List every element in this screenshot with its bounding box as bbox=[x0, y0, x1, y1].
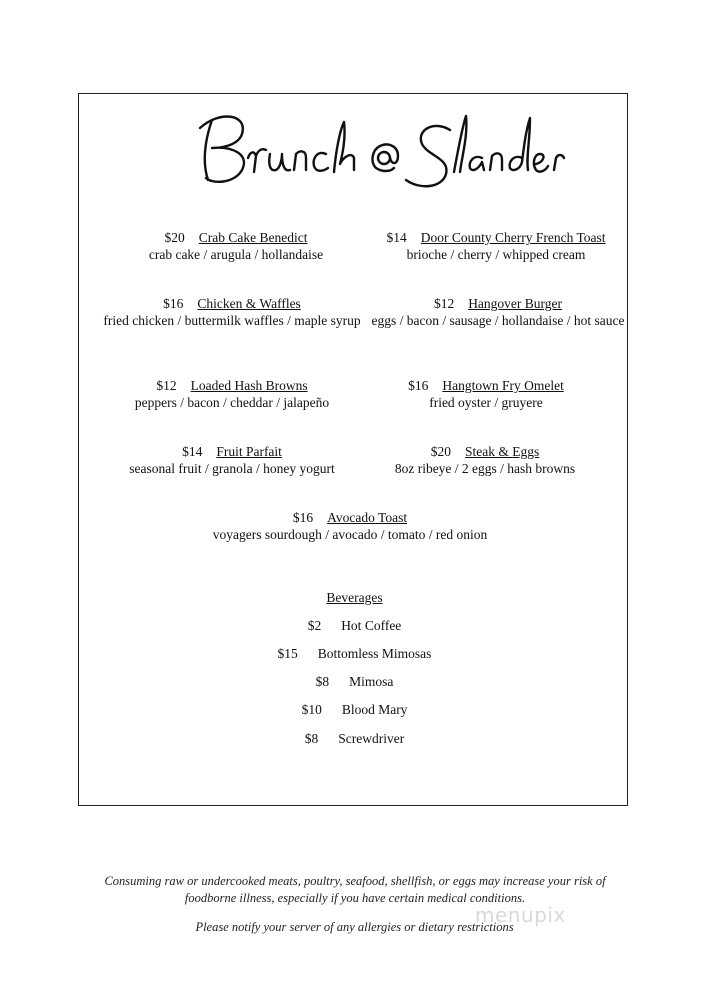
menu-item bbox=[98, 229, 374, 263]
item-description: brioche / cherry / whipped cream bbox=[406, 247, 586, 262]
beverage-name: Hot Coffee bbox=[341, 618, 402, 633]
beverage-price: $8 bbox=[304, 731, 319, 746]
item-description: 8oz ribeye / 2 eggs / hash browns bbox=[394, 461, 576, 476]
item-price: $16 bbox=[163, 296, 184, 311]
beverage-item bbox=[0, 731, 709, 747]
item-description: seasonal fruit / granola / honey yogurt bbox=[129, 461, 335, 476]
menu-item bbox=[368, 295, 628, 329]
item-price: $14 bbox=[182, 444, 203, 459]
beverage-price: $2 bbox=[307, 618, 322, 633]
beverage-item bbox=[0, 702, 709, 718]
item-name: Door County Cherry French Toast bbox=[420, 230, 606, 245]
beverage-name: Screwdriver bbox=[338, 731, 405, 746]
item-price: $20 bbox=[164, 230, 185, 245]
item-name: Avocado Toast bbox=[327, 510, 408, 525]
item-description: crab cake / arugula / hollandaise bbox=[148, 247, 324, 262]
allergy-notice: Please notify your server of any allergies or dietary restrictions bbox=[195, 920, 514, 934]
watermark-text: menupix bbox=[475, 903, 566, 927]
beverage-price: $15 bbox=[277, 646, 298, 661]
beverage-price: $10 bbox=[301, 702, 322, 717]
beverage-item bbox=[0, 674, 709, 690]
beverage-name: Mimosa bbox=[349, 674, 394, 689]
beverage-name: Blood Mary bbox=[341, 702, 408, 717]
item-name: Chicken & Waffles bbox=[197, 296, 301, 311]
item-name: Hangover Burger bbox=[468, 296, 563, 311]
beverage-item bbox=[0, 618, 709, 634]
menu-item bbox=[350, 229, 642, 263]
item-name: Hangtown Fry Omelet bbox=[442, 378, 564, 393]
item-name: Loaded Hash Browns bbox=[190, 378, 308, 393]
menu-item bbox=[100, 295, 364, 329]
beverages-heading: Beverages bbox=[326, 590, 383, 605]
item-price: $12 bbox=[433, 296, 455, 311]
item-description: peppers / bacon / cheddar / jalapeño bbox=[134, 395, 330, 410]
item-description: eggs / bacon / sausage / hollandaise / hot sauce bbox=[371, 313, 625, 328]
item-description: fried oyster / gruyere bbox=[429, 395, 543, 410]
menu-item bbox=[96, 377, 368, 411]
menu-item bbox=[356, 443, 614, 477]
script-title-logo bbox=[150, 100, 570, 200]
menu-item bbox=[96, 443, 368, 477]
health-disclaimer: Consuming raw or undercooked meats, poultry, seafood, shellfish, or eggs may increase your risk of foodborne illness, especially if you have certain medical conditions. bbox=[104, 874, 606, 905]
beverage-item bbox=[0, 646, 709, 662]
item-price: $16 bbox=[292, 510, 314, 525]
menu-item bbox=[180, 509, 520, 543]
item-name: Steak & Eggs bbox=[465, 444, 540, 459]
item-price: $16 bbox=[408, 378, 429, 393]
item-description: voyagers sourdough / avocado / tomato / red onion bbox=[212, 527, 488, 542]
item-name: Crab Cake Benedict bbox=[198, 230, 308, 245]
beverage-price: $8 bbox=[315, 674, 330, 689]
item-price: $14 bbox=[386, 230, 407, 245]
menu-title-script bbox=[150, 100, 570, 200]
item-name: Fruit Parfait bbox=[216, 444, 282, 459]
beverage-name: Bottomless Mimosas bbox=[317, 646, 432, 661]
item-description: fried chicken / buttermilk waffles / maple syrup bbox=[103, 313, 361, 328]
menu-item bbox=[356, 377, 616, 411]
item-price: $20 bbox=[430, 444, 451, 459]
item-price: $12 bbox=[156, 378, 177, 393]
